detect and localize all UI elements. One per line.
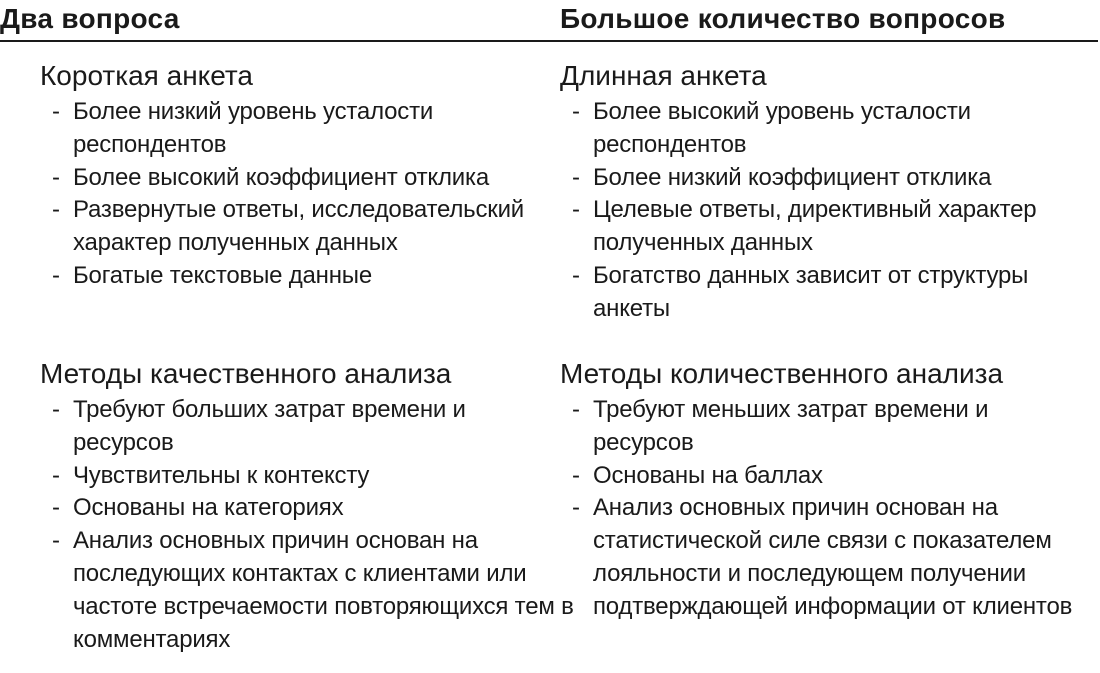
bullet-list: [40, 394, 574, 656]
bullet-list: [40, 96, 560, 293]
list-item: [40, 96, 473, 162]
dash-bullet: -: [52, 527, 60, 555]
list-item-text: Требуют меньших затрат времени и ресурсов: [593, 396, 989, 456]
dash-bullet: -: [572, 461, 580, 489]
list-item: [560, 260, 1073, 326]
list-item: [560, 162, 1080, 195]
dash-bullet: -: [572, 98, 580, 125]
right-column-heading: Большое количество вопросов: [560, 3, 1006, 34]
list-item-text: Богатство данных зависит от структуры анкеты: [593, 261, 1029, 322]
dash-bullet: -: [572, 261, 580, 289]
bullet-list: [560, 394, 1080, 624]
dash-bullet: -: [572, 494, 580, 522]
list-item: [40, 525, 583, 656]
section-title: Методы количественного анализа: [560, 358, 1004, 389]
list-item: [40, 194, 583, 260]
list-item: [560, 460, 1080, 493]
list-item: [40, 460, 560, 493]
list-item-text: Чувствительны к контексту: [73, 461, 370, 489]
list-item-text: Основаны на баллах: [593, 461, 823, 489]
dash-bullet: -: [572, 396, 580, 423]
section-title: Методы качественного анализа: [40, 358, 452, 389]
list-item: [40, 492, 560, 525]
list-item-text: Требуют больших затрат времени и ресурсов: [73, 396, 466, 456]
left-section-short-survey: [40, 58, 560, 293]
list-item-text: Развернутые ответы, исследовательский характер полученных данных: [73, 196, 524, 257]
list-item: [40, 394, 483, 460]
dash-bullet: -: [52, 396, 60, 423]
dash-bullet: -: [52, 196, 60, 224]
right-section-quantitative: [560, 356, 1080, 624]
right-section-long-survey: [560, 58, 1080, 326]
left-column-heading: Два вопроса: [0, 3, 180, 34]
list-item: [560, 394, 1003, 460]
table-header: [0, 0, 1100, 44]
dash-bullet: -: [52, 98, 60, 125]
list-item-text: Анализ основных причин основан на последующих контактах с клиентами или частоте встречаемости повторяющихся тем в комментариях: [73, 527, 574, 653]
list-item-text: Анализ основных причин основан на статистической силе связи с показателем лояльности и последующем получении подтверждающей информации от клиентов: [593, 494, 1073, 620]
list-item-text: Более высокий уровень усталости респондентов: [593, 98, 971, 158]
dash-bullet: -: [52, 261, 60, 289]
list-item-text: Целевые ответы, директивный характер полученных данных: [593, 196, 1037, 257]
section-title: Короткая анкета: [40, 60, 253, 91]
dash-bullet: -: [572, 163, 580, 191]
list-item-text: Более высокий коэффициент отклика: [73, 163, 489, 191]
dash-bullet: -: [52, 461, 60, 489]
list-item-text: Более низкий уровень усталости респондентов: [73, 98, 434, 158]
dash-bullet: -: [572, 196, 580, 224]
list-item: [560, 194, 1063, 260]
left-column: [40, 58, 574, 653]
right-column: [560, 58, 1080, 620]
dash-bullet: -: [52, 494, 60, 522]
left-section-qualitative: [40, 356, 574, 656]
dash-bullet: -: [52, 163, 60, 191]
header-divider: [0, 40, 1098, 42]
list-item-text: Богатые текстовые данные: [73, 261, 372, 289]
list-item: [560, 492, 1100, 623]
list-item-text: Основаны на категориях: [73, 494, 344, 522]
list-item: [40, 162, 560, 195]
list-item-text: Более низкий коэффициент отклика: [593, 163, 992, 191]
list-item: [560, 96, 1023, 162]
bullet-list: [560, 96, 1080, 326]
list-item: [40, 260, 560, 293]
section-title: Длинная анкета: [560, 60, 767, 91]
